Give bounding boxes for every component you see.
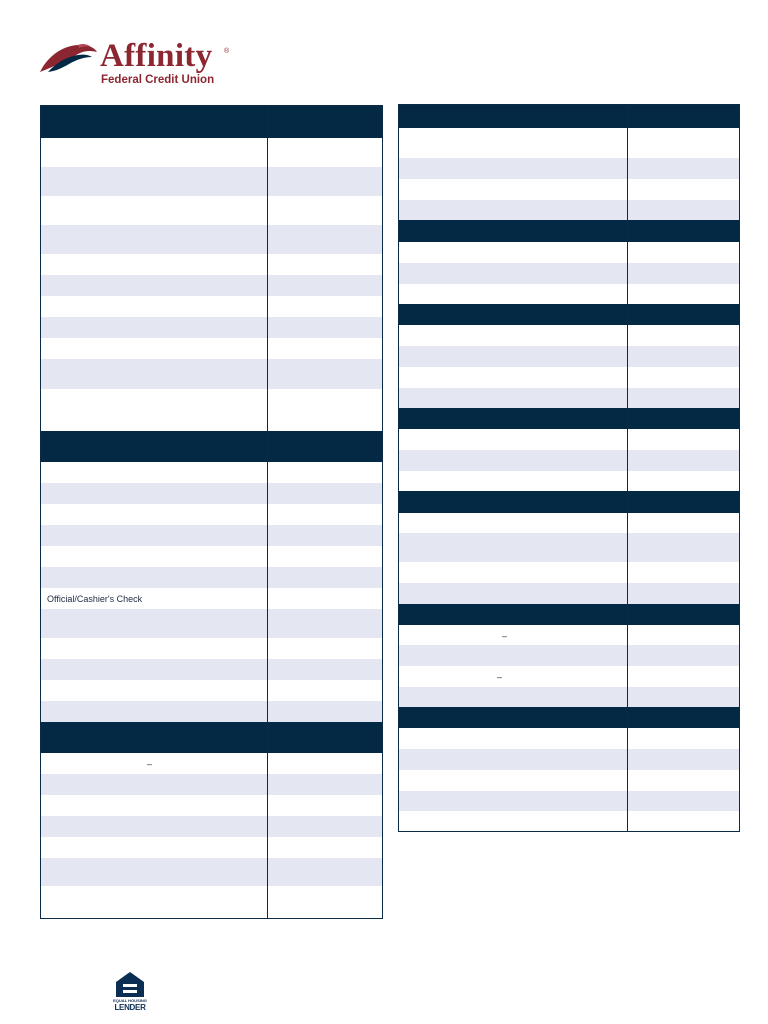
table-header <box>399 408 739 429</box>
table-row <box>41 296 382 317</box>
table-row <box>41 701 382 722</box>
table-row <box>41 483 382 504</box>
table-row <box>41 886 382 914</box>
table-row <box>41 196 382 225</box>
registered-mark: ® <box>224 48 230 55</box>
table-header <box>399 220 739 242</box>
table-row <box>41 225 382 254</box>
table-row <box>399 388 739 408</box>
table-header <box>399 105 739 128</box>
table-header <box>41 106 382 138</box>
table-row <box>399 242 739 263</box>
table-row <box>399 811 739 831</box>
table-row <box>41 638 382 659</box>
table-row <box>41 837 382 858</box>
table-row <box>399 128 739 158</box>
lender-text: LENDER <box>114 1003 146 1012</box>
table-header <box>399 491 739 513</box>
table-row <box>399 533 739 562</box>
table-row <box>399 367 739 388</box>
table-row <box>41 525 382 546</box>
table-row <box>41 567 382 588</box>
official-cashiers-check-label: Official/Cashier's Check <box>47 593 143 604</box>
table-row <box>399 346 739 367</box>
table-row <box>41 753 382 774</box>
table-header <box>399 707 739 728</box>
table-row <box>399 450 739 471</box>
brand-subtitle: Federal Credit Union <box>101 74 215 86</box>
table-row <box>41 138 382 167</box>
table-row <box>41 588 382 609</box>
table-row <box>41 774 382 795</box>
dash-mark: – <box>502 631 508 641</box>
table-row <box>41 389 382 431</box>
table-header <box>41 722 382 753</box>
table-row <box>399 749 739 770</box>
table-row <box>399 179 739 200</box>
table-row <box>399 583 739 604</box>
table-row <box>399 666 739 687</box>
table-row <box>41 359 382 389</box>
table-row <box>399 625 739 645</box>
table-row <box>399 513 739 533</box>
table-row <box>399 728 739 749</box>
dash-mark: – <box>497 672 503 683</box>
table-row <box>41 275 382 296</box>
table-row <box>41 659 382 680</box>
table-row <box>399 200 739 220</box>
table-header <box>399 304 739 325</box>
table-row <box>399 562 739 583</box>
table-row <box>399 770 739 791</box>
table-row <box>399 158 739 179</box>
table-row <box>399 791 739 811</box>
equal-housing-lender-icon <box>112 970 148 998</box>
brand-name: Affinity <box>100 38 213 74</box>
eagle-icon <box>38 42 98 76</box>
table-row <box>399 263 739 284</box>
table-header <box>399 604 739 625</box>
left-fee-table <box>40 105 383 919</box>
right-fee-table <box>398 104 740 832</box>
table-row <box>41 338 382 359</box>
table-row <box>41 504 382 525</box>
table-row <box>41 609 382 638</box>
table-row <box>399 645 739 666</box>
table-row <box>399 429 739 450</box>
table-row <box>41 462 382 483</box>
table-row <box>41 167 382 196</box>
table-row <box>41 858 382 886</box>
equal-housing-lender-logo <box>112 970 148 1014</box>
table-row <box>399 687 739 707</box>
affinity-logo <box>38 40 238 90</box>
table-row <box>399 325 739 346</box>
table-row <box>399 284 739 304</box>
table-row <box>399 471 739 491</box>
table-row <box>41 317 382 338</box>
table-row <box>41 816 382 837</box>
dash-mark: – <box>147 759 153 770</box>
table-row <box>41 254 382 275</box>
equal-housing-text: EQUAL HOUSING <box>113 998 147 1003</box>
table-header <box>41 431 382 462</box>
table-row <box>41 680 382 701</box>
table-row <box>41 795 382 816</box>
table-row <box>41 546 382 567</box>
